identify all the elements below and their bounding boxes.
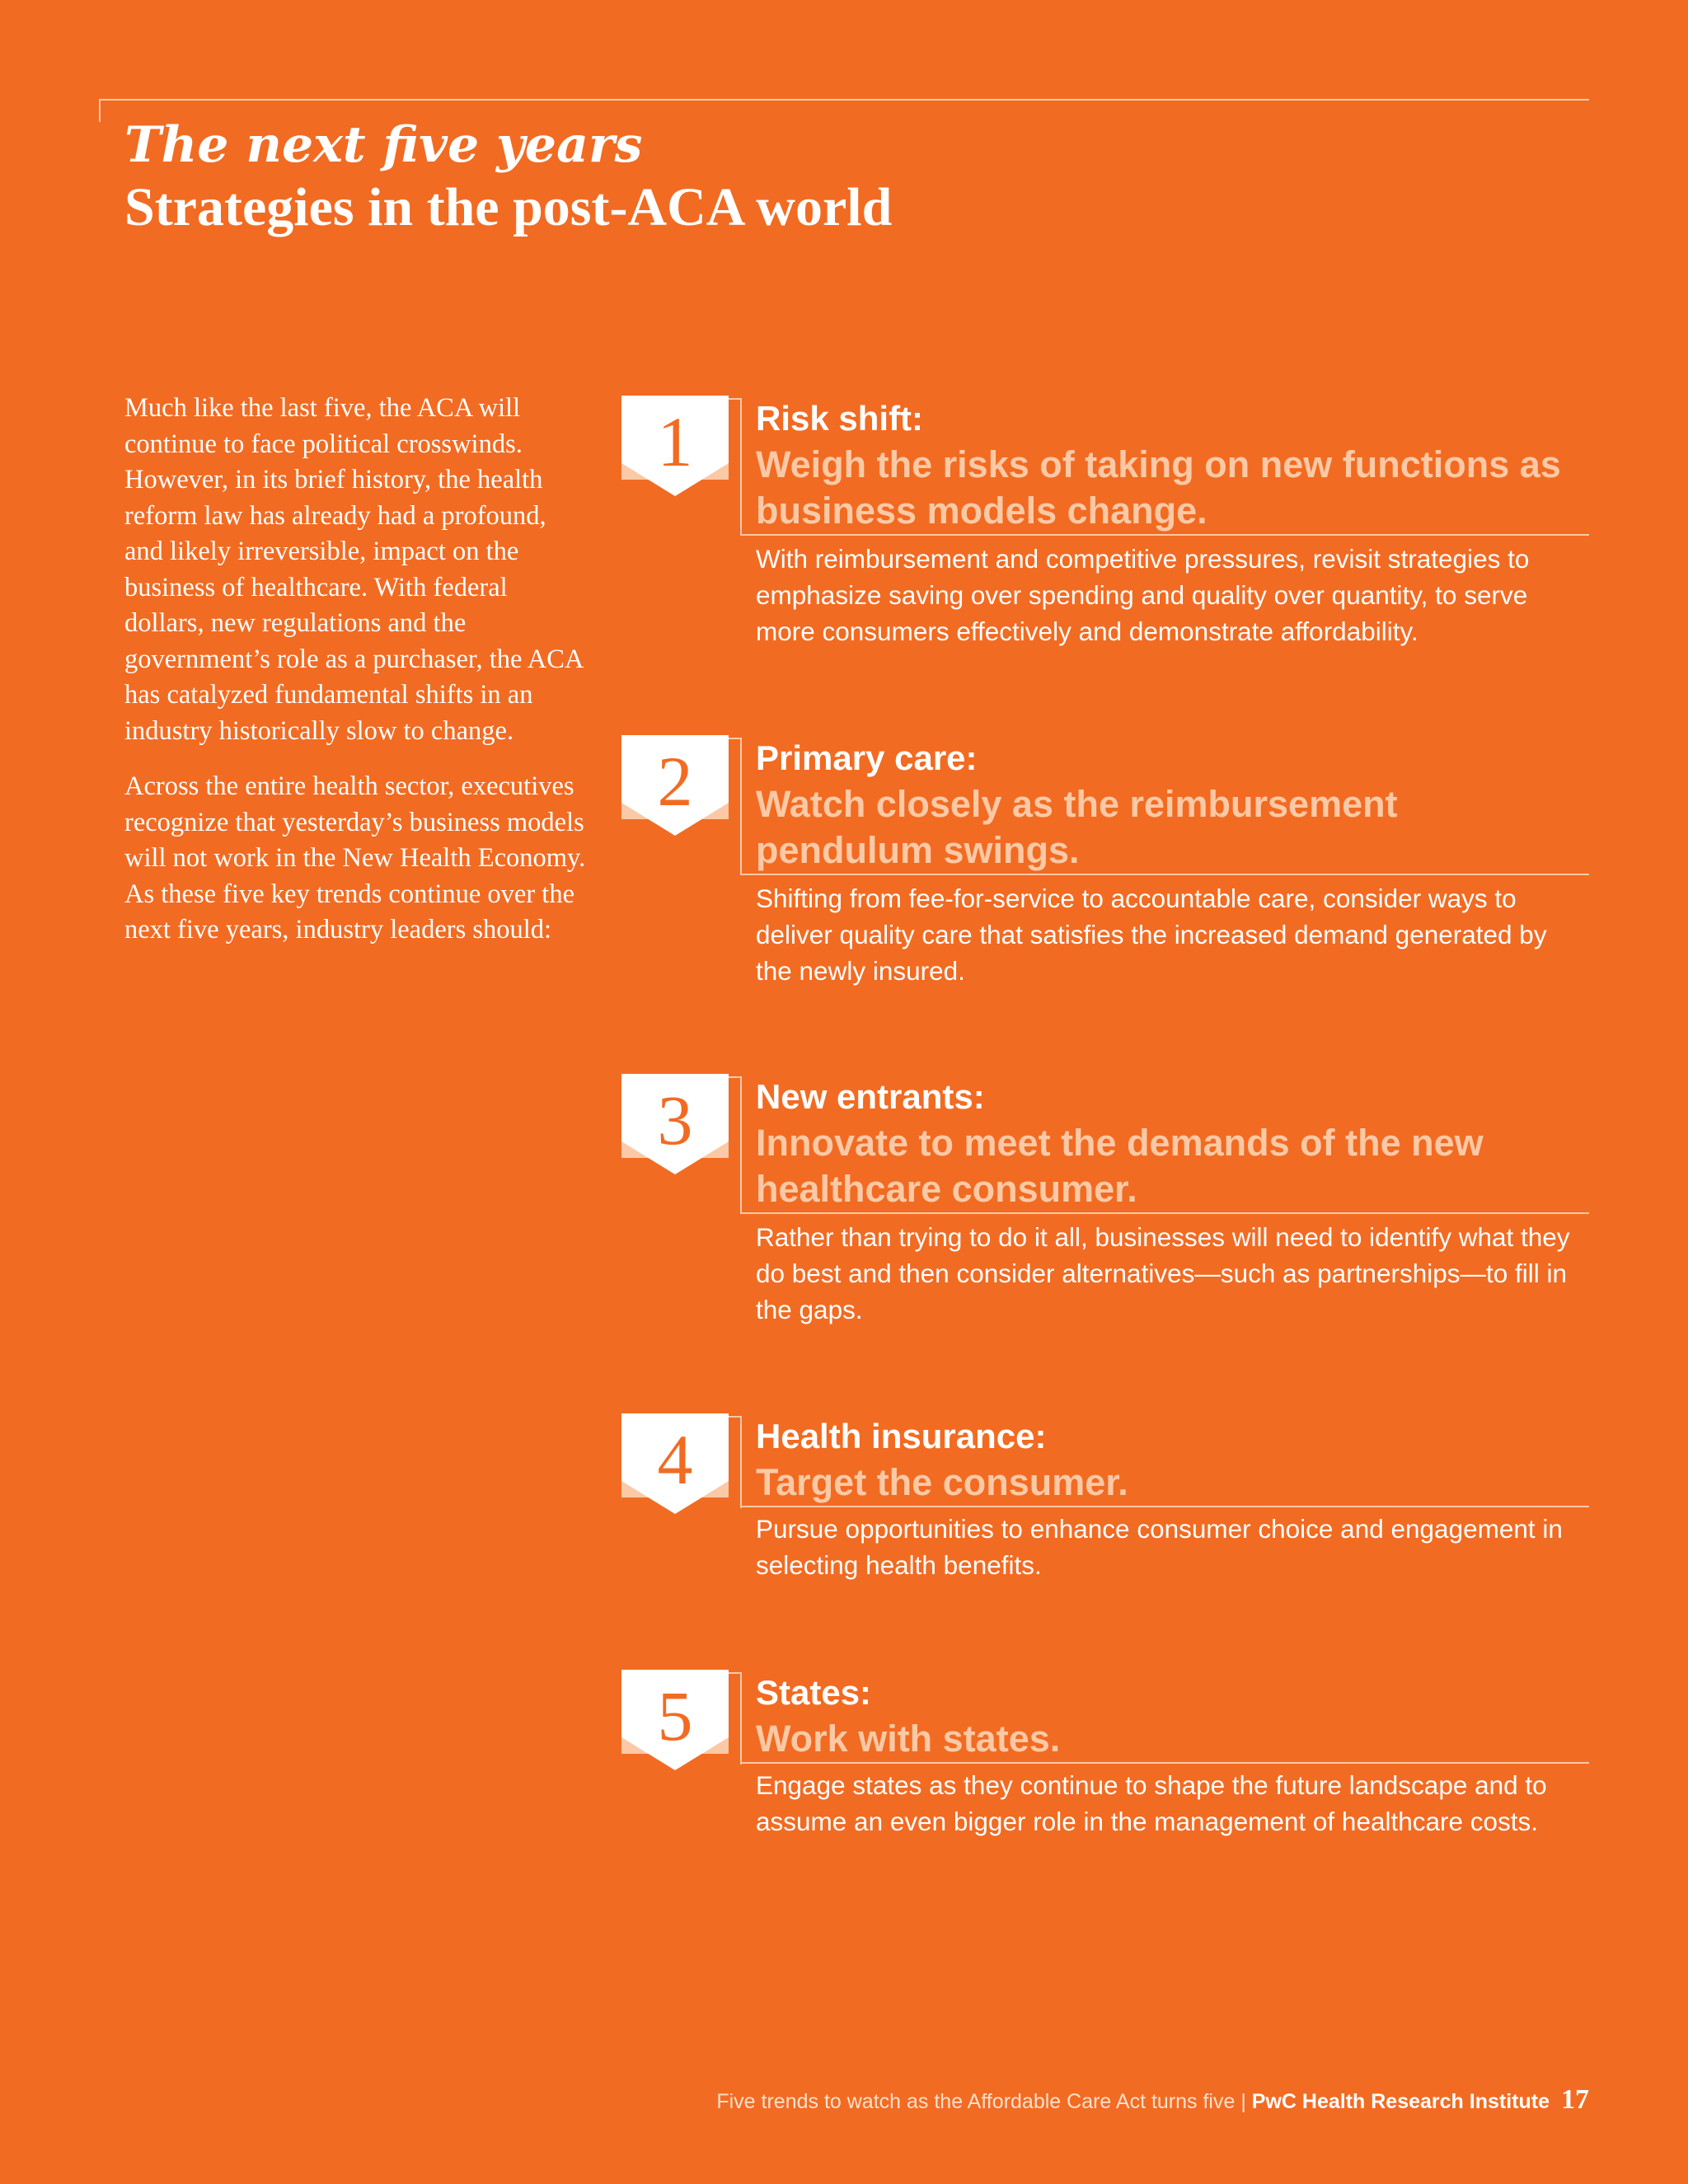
bracket-rule bbox=[740, 1212, 1589, 1214]
strategy-label: New entrants: bbox=[756, 1077, 985, 1116]
bracket-rule bbox=[740, 1672, 742, 1765]
strategy-item-3 bbox=[618, 1074, 1591, 1338]
strategy-label: Health insurance: bbox=[756, 1417, 1047, 1455]
strategy-body: Rather than trying to do it all, businesses will need to identify what they do best and then consider alternatives—such as partnerships—to fill in the gaps. bbox=[756, 1222, 1570, 1324]
bracket-rule bbox=[740, 738, 742, 875]
bracket-rule bbox=[740, 1762, 1589, 1764]
intro-paragraph: Across the entire health sector, executives recognize that yesterday’s business models will not work in the New Health Economy. As these five key trends continue over the next five years, industry leaders should: bbox=[124, 771, 586, 944]
bracket-rule bbox=[740, 398, 742, 536]
strategy-headline: Watch closely as the reimbursement pendulum swings. bbox=[756, 783, 1398, 871]
strategy-item-2 bbox=[618, 735, 1591, 999]
header-rule-tick bbox=[99, 99, 101, 122]
strategy-headline: Target the consumer. bbox=[756, 1461, 1128, 1503]
page-footer bbox=[716, 2083, 1589, 2118]
strategy-headline: Weigh the risks of taking on new functions as business models change. bbox=[756, 443, 1561, 532]
strategy-headline: Innovate to meet the demands of the new healthcare consumer. bbox=[756, 1122, 1484, 1210]
bracket-rule bbox=[740, 1506, 1589, 1507]
strategy-body: Pursue opportunities to enhance consumer choice and engagement in selecting health benefits. bbox=[756, 1514, 1563, 1580]
footer-publisher: PwC Health Research Institute bbox=[1251, 2090, 1550, 2113]
number-text: 5 bbox=[657, 1676, 693, 1755]
strategy-label: States: bbox=[756, 1673, 872, 1712]
number-badge bbox=[621, 1670, 729, 1777]
number-badge bbox=[621, 1074, 729, 1181]
bracket-rule bbox=[729, 1672, 740, 1674]
intro-text bbox=[124, 391, 586, 968]
strategy-item-1 bbox=[618, 396, 1591, 659]
strategy-item-4 bbox=[618, 1413, 1591, 1595]
header-rule bbox=[99, 99, 1589, 101]
bracket-rule bbox=[740, 1416, 742, 1508]
strategy-label: Primary care: bbox=[756, 738, 978, 777]
page-title: The next five years bbox=[124, 116, 643, 174]
strategy-label: Risk shift: bbox=[756, 399, 924, 438]
number-text: 1 bbox=[657, 402, 693, 481]
footer-separator: | bbox=[1235, 2090, 1252, 2113]
page-subtitle: Strategies in the post-ACA world bbox=[124, 177, 893, 237]
number-badge bbox=[621, 396, 729, 503]
number-text: 3 bbox=[657, 1080, 693, 1160]
page-number: 17 bbox=[1561, 2084, 1589, 2115]
bracket-rule bbox=[729, 1076, 740, 1078]
strategy-headline: Work with states. bbox=[756, 1718, 1061, 1760]
bracket-rule bbox=[729, 1416, 740, 1418]
bracket-rule bbox=[740, 1076, 742, 1214]
strategy-item-5 bbox=[618, 1670, 1591, 1892]
strategy-body: With reimbursement and competitive pressures, revisit strategies to emphasize saving over spending and quality over quantity, to serve more consumers effectively and demonstrate affordability. bbox=[756, 544, 1530, 646]
bracket-rule bbox=[729, 398, 740, 400]
number-text: 4 bbox=[657, 1420, 693, 1499]
strategy-body: Engage states as they continue to shape the future landscape and to assume an even bigger role in the management of healthcare costs. bbox=[756, 1770, 1547, 1836]
strategy-body: Shifting from fee-for-service to accountable care, consider ways to deliver quality care that satisfies the increased demand generated by the newly insured. bbox=[756, 883, 1547, 986]
intro-paragraph: Much like the last five, the ACA will continue to face political crosswinds. However, in its brief history, the health reform law has already had a profound, and likely irreversible, impact on the business of healthcare. With federal dollars, new regulations and the government’s role as a purchaser, the ACA has catalyzed fundamental shifts in an industry historically slow to change. bbox=[124, 393, 583, 746]
number-badge bbox=[621, 1413, 729, 1521]
number-text: 2 bbox=[657, 742, 693, 821]
footer-report-title: Five trends to watch as the Affordable Care Act turns five bbox=[716, 2090, 1236, 2113]
bracket-rule bbox=[740, 534, 1589, 536]
number-badge bbox=[621, 735, 729, 842]
bracket-rule bbox=[729, 738, 740, 739]
bracket-rule bbox=[740, 874, 1589, 875]
